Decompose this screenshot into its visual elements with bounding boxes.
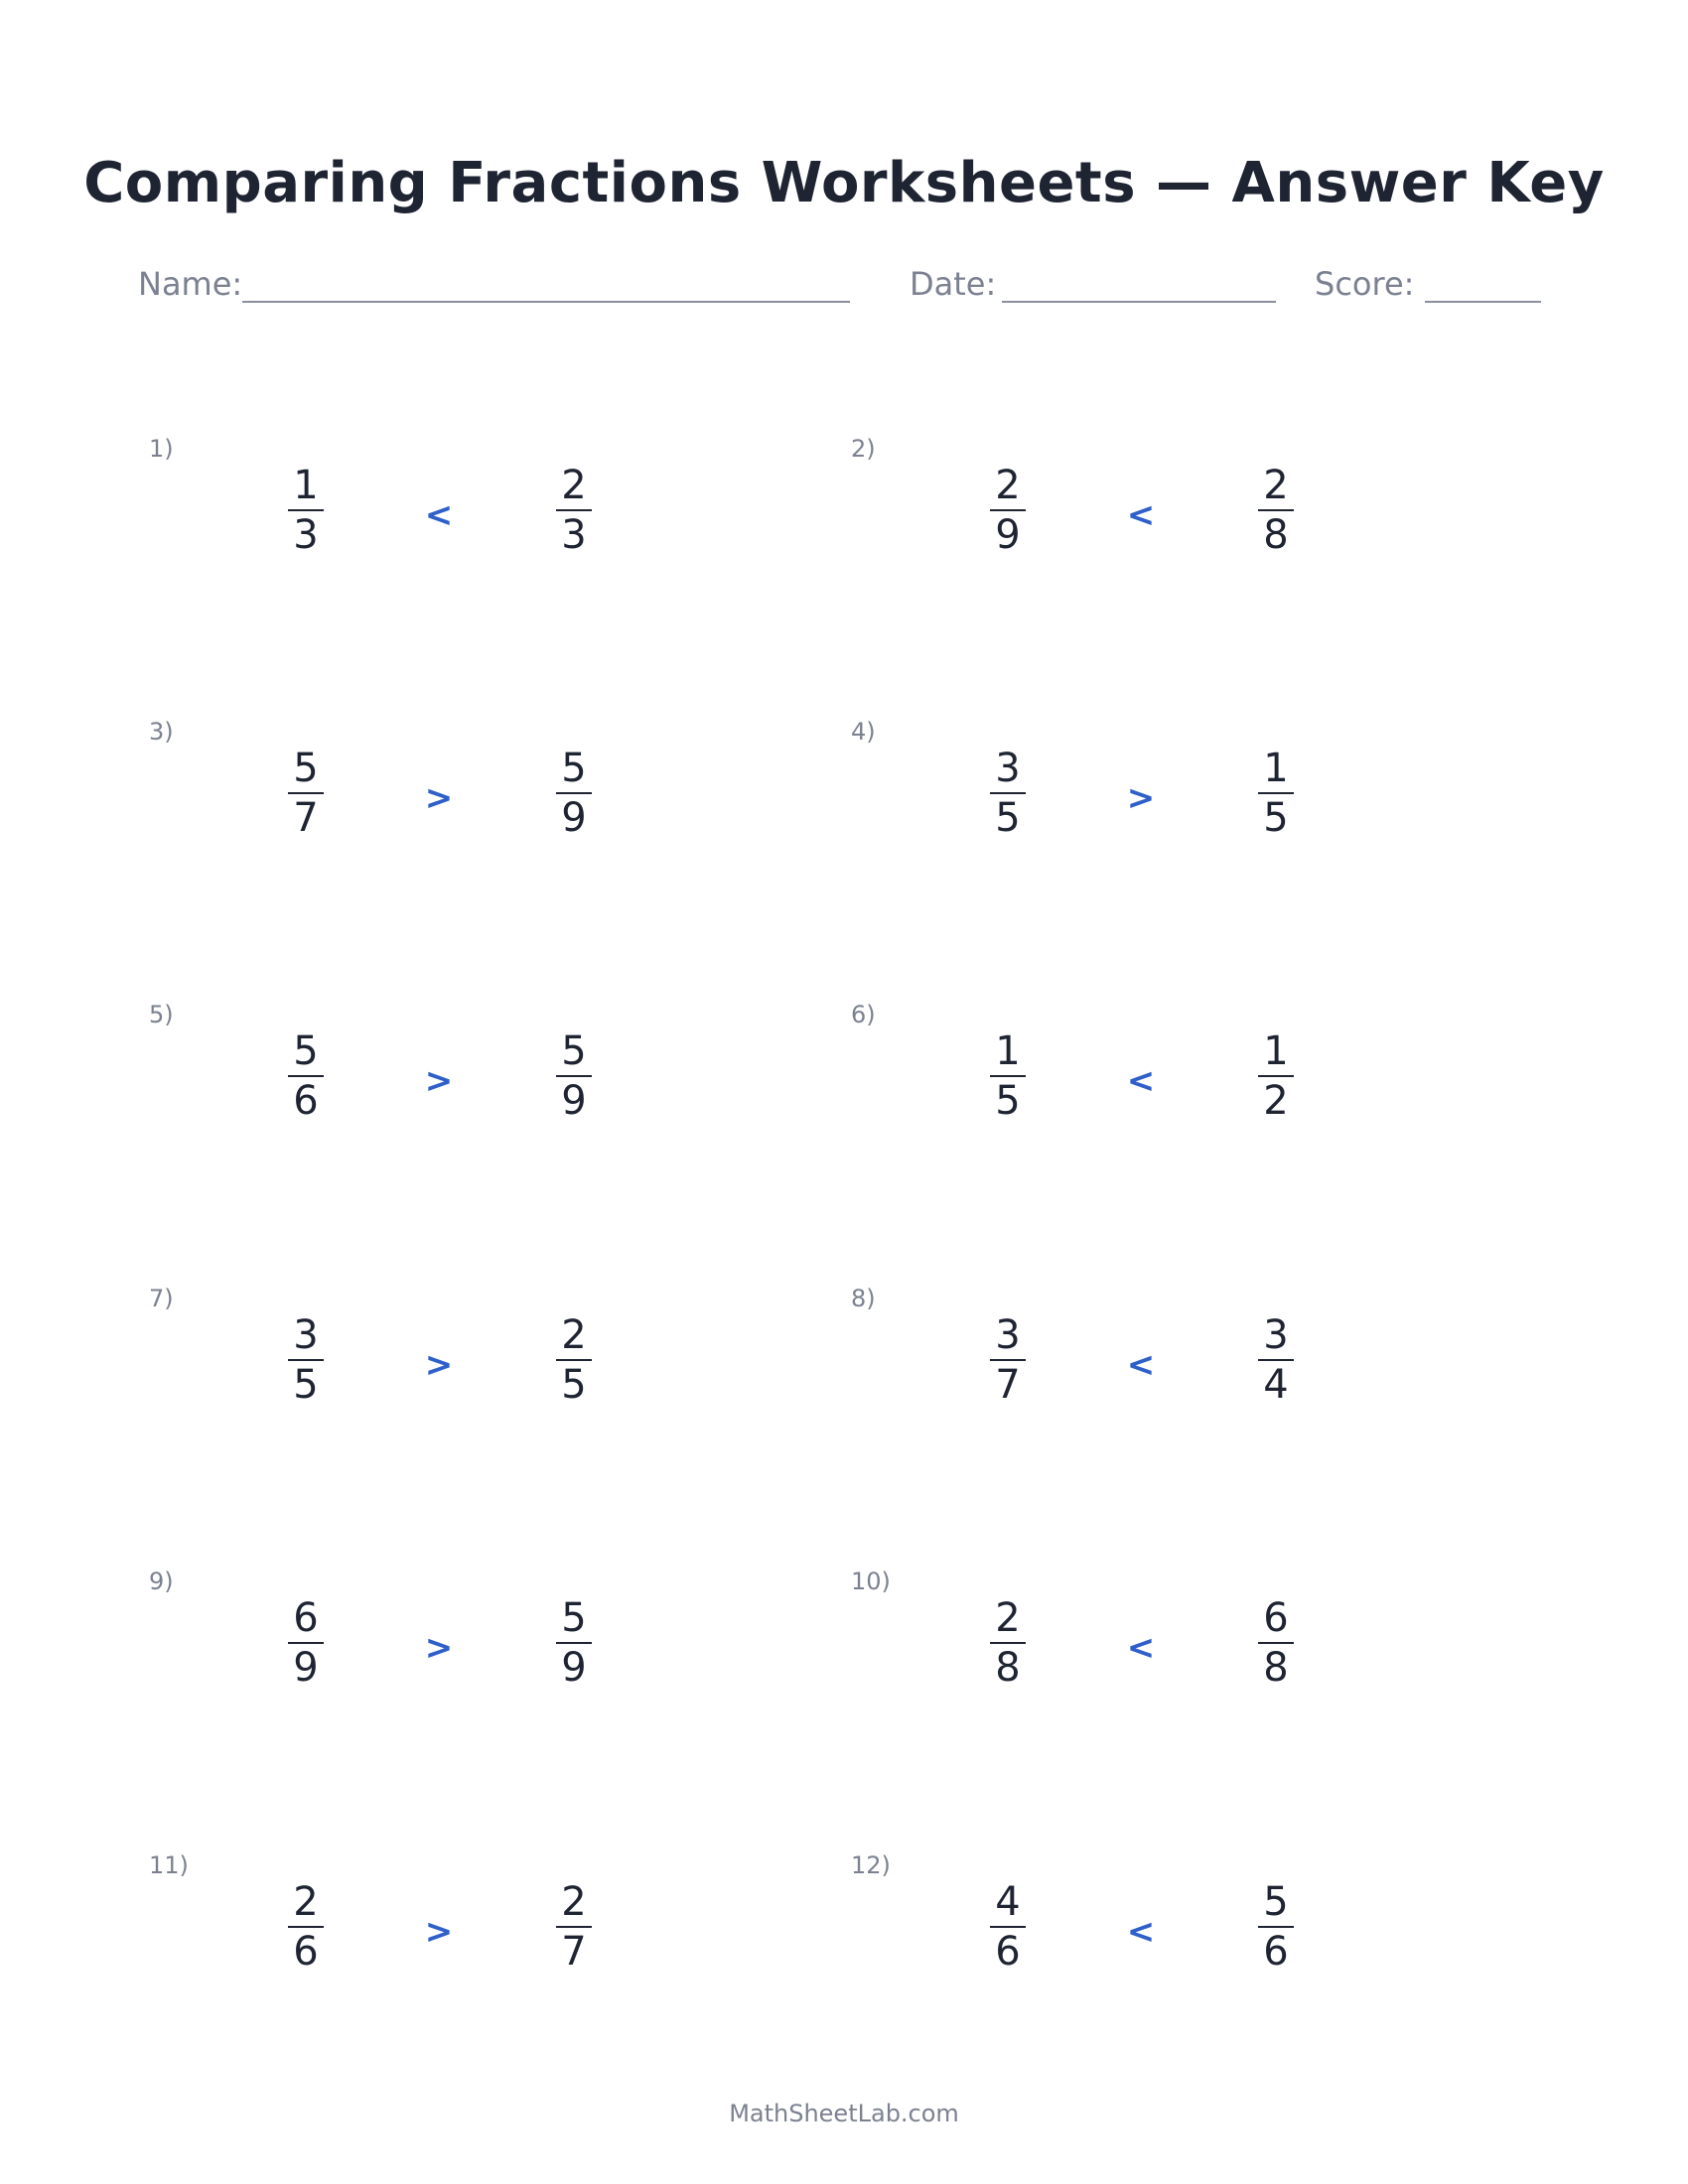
left-fraction [968,1029,1048,1123]
denominator: 6 [1263,1929,1289,1975]
problem-number: 11) [149,1851,189,1879]
denominator: 9 [561,1078,587,1124]
comparison-symbol: < [1126,1345,1156,1385]
fraction-bar [288,1926,324,1928]
denominator: 6 [995,1929,1021,1975]
problem-2 [851,434,1447,632]
denominator: 5 [293,1362,319,1408]
denominator: 8 [1263,1645,1289,1691]
comparison-symbol: < [1126,1628,1156,1668]
numerator: 2 [561,463,587,508]
fraction-bar [556,1642,592,1644]
date-label: Date: [910,265,997,303]
numerator: 3 [995,1312,1021,1358]
denominator: 7 [561,1929,587,1975]
comparison-symbol: > [424,1345,454,1385]
left-fraction [266,1313,346,1407]
problem-number: 2) [851,435,876,463]
left-fraction [968,1880,1048,1974]
right-fraction [1236,1880,1316,1974]
problem-8 [851,1284,1447,1482]
left-fraction [266,464,346,557]
footer-site-name: MathSheetLab.com [729,2100,959,2127]
numerator: 1 [293,463,319,508]
numerator: 5 [1263,1879,1289,1925]
numerator: 2 [1263,463,1289,508]
numerator: 1 [1263,746,1289,791]
fraction-bar [556,509,592,511]
comparison-symbol: > [424,1061,454,1101]
right-fraction [534,1029,614,1123]
numerator: 2 [561,1312,587,1358]
right-fraction [1236,464,1316,557]
problem-12 [851,1850,1447,2049]
problem-number: 5) [149,1001,174,1028]
denominator: 9 [561,1645,587,1691]
denominator: 5 [995,1078,1021,1124]
score-label: Score: [1315,265,1415,303]
problem-number: 3) [149,718,174,746]
fraction-bar [288,792,324,794]
problem-4 [851,717,1447,915]
comparison-symbol: < [1126,1061,1156,1101]
denominator: 9 [293,1645,319,1691]
comparison-symbol: > [424,778,454,818]
comparison-symbol: > [424,1628,454,1668]
fraction-bar [288,1642,324,1644]
right-fraction [1236,1313,1316,1407]
fraction-bar [990,1642,1026,1644]
comparison-symbol: < [1126,495,1156,535]
left-fraction [968,1313,1048,1407]
denominator: 5 [1263,795,1289,841]
numerator: 3 [293,1312,319,1358]
numerator: 5 [293,746,319,791]
denominator: 6 [293,1078,319,1124]
denominator: 9 [561,795,587,841]
fraction-bar [556,1075,592,1077]
numerator: 3 [995,746,1021,791]
numerator: 3 [1263,1312,1289,1358]
denominator: 4 [1263,1362,1289,1408]
numerator: 2 [995,463,1021,508]
problem-11 [149,1850,745,2049]
page-title: Comparing Fractions Worksheets — Answer Key [83,151,1605,215]
denominator: 9 [995,512,1021,558]
problem-number: 4) [851,718,876,746]
comparison-symbol: > [1126,778,1156,818]
problem-number: 1) [149,435,174,463]
denominator: 7 [995,1362,1021,1408]
right-fraction [534,747,614,840]
denominator: 3 [561,512,587,558]
numerator: 5 [561,746,587,791]
problem-number: 9) [149,1568,174,1595]
fraction-bar [288,1075,324,1077]
fraction-bar [990,1359,1026,1361]
fraction-bar [556,792,592,794]
problem-number: 8) [851,1285,876,1312]
problem-6 [851,1000,1447,1198]
left-fraction [968,747,1048,840]
numerator: 2 [995,1595,1021,1641]
denominator: 3 [293,512,319,558]
denominator: 8 [1263,512,1289,558]
problem-1 [149,434,745,632]
problem-3 [149,717,745,915]
fraction-bar [556,1926,592,1928]
fraction-bar [288,1359,324,1361]
fraction-bar [1258,1359,1294,1361]
left-fraction [968,1596,1048,1690]
fraction-bar [1258,1926,1294,1928]
fraction-bar [990,1926,1026,1928]
denominator: 5 [561,1362,587,1408]
comparison-symbol: < [1126,1912,1156,1952]
numerator: 4 [995,1879,1021,1925]
numerator: 6 [1263,1595,1289,1641]
problem-number: 12) [851,1851,891,1879]
score-field-line[interactable] [1425,301,1541,303]
denominator: 7 [293,795,319,841]
fraction-bar [990,792,1026,794]
numerator: 5 [293,1028,319,1074]
fraction-bar [1258,509,1294,511]
denominator: 6 [293,1929,319,1975]
left-fraction [266,1596,346,1690]
problem-number: 6) [851,1001,876,1028]
denominator: 8 [995,1645,1021,1691]
problem-number: 10) [851,1568,891,1595]
problem-9 [149,1567,745,1765]
numerator: 5 [561,1028,587,1074]
denominator: 5 [995,795,1021,841]
denominator: 2 [1263,1078,1289,1124]
name-field-line[interactable] [242,301,850,303]
right-fraction [534,464,614,557]
left-fraction [266,1880,346,1974]
fraction-bar [1258,792,1294,794]
problem-number: 7) [149,1285,174,1312]
comparison-symbol: > [424,1912,454,1952]
problem-5 [149,1000,745,1198]
numerator: 1 [995,1028,1021,1074]
left-fraction [968,464,1048,557]
left-fraction [266,747,346,840]
right-fraction [534,1313,614,1407]
left-fraction [266,1029,346,1123]
right-fraction [534,1880,614,1974]
numerator: 5 [561,1595,587,1641]
fraction-bar [990,509,1026,511]
fraction-bar [556,1359,592,1361]
right-fraction [534,1596,614,1690]
fraction-bar [1258,1075,1294,1077]
fraction-bar [288,509,324,511]
numerator: 6 [293,1595,319,1641]
date-field-line[interactable] [1002,301,1276,303]
comparison-symbol: < [424,495,454,535]
right-fraction [1236,747,1316,840]
right-fraction [1236,1596,1316,1690]
fraction-bar [990,1075,1026,1077]
numerator: 1 [1263,1028,1289,1074]
numerator: 2 [561,1879,587,1925]
name-label: Name: [138,265,243,303]
problem-7 [149,1284,745,1482]
fraction-bar [1258,1642,1294,1644]
numerator: 2 [293,1879,319,1925]
problem-10 [851,1567,1447,1765]
right-fraction [1236,1029,1316,1123]
